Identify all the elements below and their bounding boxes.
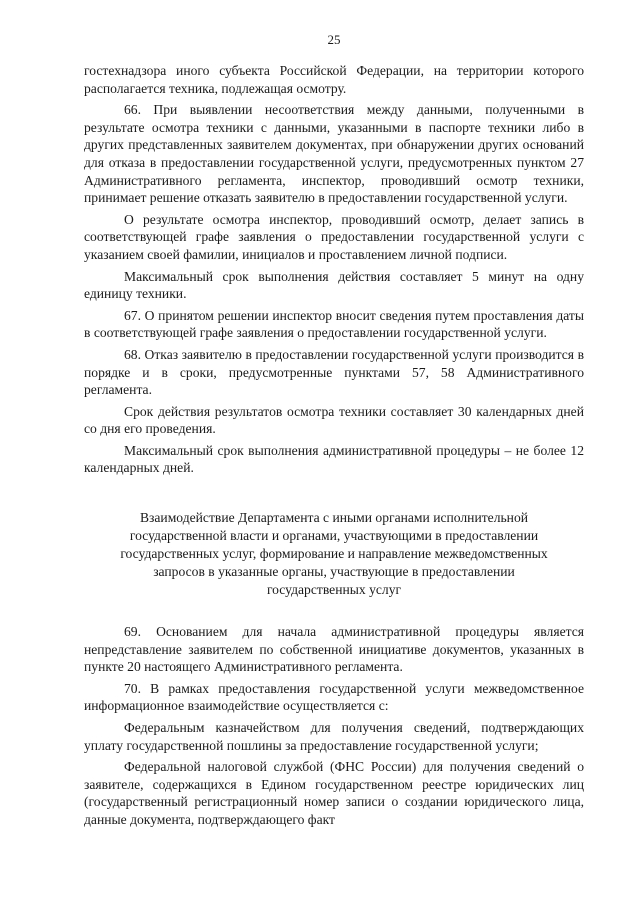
paragraph: Максимальный срок выполнения действия составляет 5 минут на одну единицу техники. — [84, 268, 584, 302]
section-heading-line: государственных услуг, формирование и направление межведомственных — [120, 546, 548, 562]
paragraph: 67. О принятом решении инспектор вносит сведения путем проставления даты в соответствующей графе заявления о предоставлении государственной услуги. — [84, 307, 584, 341]
section-heading-line: запросов в указанные органы, участвующие в предоставлении — [153, 564, 515, 580]
paragraph: Федеральной налоговой службой (ФНС России) для получения сведений о заявителе, содержащихся в Едином государственном реестре юридических лиц (государственный регистрационный номер записи о создании юридического лица, данные документа, подтверждающего факт — [84, 759, 584, 827]
section-heading-line: государственной власти и органами, участвующими в предоставлении — [129, 528, 539, 544]
paragraph: Федеральным казначейством для получения сведений, подтверждающих уплату государственной пошлины за предоставление государственной услуги; — [84, 720, 584, 753]
paragraph: Срок действия результатов осмотра техники составляет 30 календарных дней со дня его проведения. — [84, 403, 584, 437]
paragraph: О результате осмотра инспектор, проводивший осмотр, делает запись в соответствующей графе заявления о предоставлении государственной услуги с указанием своей фамилии, инициалов и проставлением личной подписи. — [84, 211, 584, 262]
paragraph: 70. В рамках предоставления государственной услуги межведомственное информационное взаимодействие осуществляется с: — [84, 680, 584, 714]
paragraph: гостехнадзора иного субъекта Российской Федерации, на территории которого располагается техника, подлежащая осмотру. — [84, 63, 584, 96]
section-heading — [92, 509, 576, 599]
paragraph: 66. При выявлении несоответствия между данными, полученными в результате осмотра техники с данными, указанными в паспорте техники либо в других представленных заявителем документах, при обнаружении других оснований для отказа в предоставлении государственной услуги, предусмотренных пунктом 27 Административного регламента, инспектор, проводивший осмотр техники, принимает решение отказать заявителю в предоставлении государственной услуги. — [84, 102, 584, 206]
page-number: 25 — [327, 32, 341, 47]
paragraphs-top — [84, 62, 584, 477]
section-heading-line: Взаимодействие Департамента с иными органами исполнительной — [139, 510, 529, 526]
section-heading-line: государственных услуг — [266, 582, 402, 598]
paragraphs-bottom — [84, 623, 584, 829]
paragraph: Максимальный срок выполнения административной процедуры – не более 12 календарных дней. — [84, 442, 584, 476]
paragraph: 69. Основанием для начала административной процедуры является непредставление заявителем по собственной инициативе документов, указанных в пункте 20 настоящего Административного регламента. — [84, 624, 584, 675]
document-body — [84, 62, 584, 829]
paragraph: 68. Отказ заявителю в предоставлении государственной услуги производится в порядке и в сроки, предусмотренные пунктами 57, 58 Административного регламента. — [84, 346, 584, 398]
